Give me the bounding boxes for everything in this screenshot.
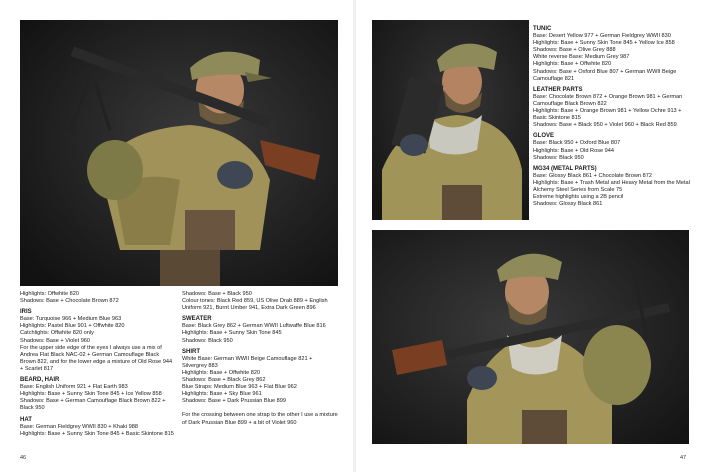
paint-recipe-line: Highlights: Base + Offwhite 820 [533, 61, 612, 68]
paint-recipe-line: Shadows: Base + Oxford Blue 807 + German WWII Beige Camouflage 821 [533, 68, 677, 82]
figure-photo-side [372, 20, 529, 220]
paint-recipe-line: Shadows: Glossy Black 861 [533, 201, 603, 208]
paint-recipe-line: Highlights: Base + Sunny Skin Tone 845 + Basic Skintone 815 [20, 430, 174, 437]
section-heading: MG34 (METAL PARTS) [533, 165, 597, 172]
paint-recipe-line: Shadows: Base + German Camouflage Black Brown 822 + Black 950 [20, 398, 166, 412]
section-heading: TUNIC [533, 26, 552, 32]
paint-recipe-line: Highlights: Base + Trash Metal and Heavy Metal from the Metal Alchemy Steel Series from Scale 75 [533, 179, 690, 193]
paint-recipe-line: White Base: German WWII Beige Camouflage 821 + Silvergrey 883 [182, 355, 313, 369]
figure-photo-front [372, 230, 689, 444]
paint-recipe-line: Shadows: Base + Chocolate Brown 872 [20, 298, 119, 305]
figure-photo-main [20, 20, 338, 286]
text-column-right [533, 26, 691, 208]
section-heading: LEATHER PARTS [533, 86, 583, 93]
paint-recipe-line: Shadows: Base + Violet 960 [20, 337, 91, 344]
paint-recipe-line: Highlights: Base + Offwhite 820 [182, 369, 261, 376]
paint-recipe-line: Highlights: Base + Sky Blue 961 [182, 391, 262, 398]
paint-recipe-line: Base: Turquoise 966 + Medium Blue 963 [20, 316, 122, 323]
paint-recipe-line: Shadows: Base + Black 950 [182, 291, 252, 297]
section-heading: IRIS [20, 309, 32, 316]
paint-recipe-line: Highlights: Offwhite 820 [20, 291, 79, 297]
paint-recipe-line: Base: English Uniform 921 + Flat Earth 983 [20, 384, 128, 391]
paint-recipe-line: Base: Glossy Black 861 + Chocolate Brown 872 [533, 172, 652, 179]
paint-recipe-line: Shadows: Black 950 [533, 154, 584, 161]
paint-recipe-line: Shadows: Black 950 [182, 337, 233, 344]
page-gutter [353, 0, 356, 472]
paint-recipe-line: Highlights: Base + Sunny Skin Tone 845 + Yellow Ice 858 [533, 40, 675, 47]
paint-recipe-line: Highlights: Base + Orange Brown 981 + Yellow Ochre 913 + Basic Skintone 815 [533, 108, 682, 122]
paint-recipe-line: For the upper side edge of the eyes I always use a mix of Andrea Flat Black NAC-02 + German Camouflage Black Brown 822, and for the lower edge a mixture of Old Rose 944 + Scarlet 817 [20, 344, 173, 372]
section-heading: SWEATER [182, 316, 212, 323]
paint-recipe-line: Base: Desert Yellow 977 + German Fieldgrey WWII 830 [533, 33, 671, 40]
text-column-left-2 [182, 291, 338, 427]
paint-recipe-line: Base: Chocolate Brown 872 + Orange Brown 981 + German Camouflage Black Brown 822 [533, 93, 683, 107]
paint-recipe-line: Base: Black 950 + Oxford Blue 807 [533, 140, 621, 147]
paint-recipe-line: Highlights: Base + Sunny Skin Tone 845 + Ice Yellow 858 [20, 391, 162, 398]
paint-recipe-line: White reverse Base: Medium Grey 987 [533, 54, 630, 61]
paint-recipe-line: Highlights: Pastel Blue 901 + Offwhite 820 [20, 323, 125, 330]
paint-recipe-line: Base: Black Grey 862 + German WWII Luftwaffe Blue 816 [182, 323, 326, 330]
page-number-right: 47 [680, 455, 687, 461]
section-heading: HAT [20, 416, 32, 423]
spacer [182, 405, 338, 412]
section-heading: BEARD, HAIR [20, 377, 60, 384]
paint-recipe-line: Shadows: Base + Olive Grey 888 [533, 47, 616, 54]
paint-recipe-line: Shadows: Base + Dark Prussian Blue 899 [182, 398, 287, 405]
section-heading: GLOVE [533, 133, 555, 140]
paint-recipe-line: Highlights: Base + Sunny Skin Tone 845 [182, 330, 282, 337]
page-number-left: 46 [20, 455, 27, 461]
text-column-left-1 [20, 291, 176, 438]
paint-recipe-line: Extreme highlights using a 2B pencil [533, 194, 624, 201]
paint-recipe-line: Shadows: Base + Black 950 + Violet 960 + Black Red 859 [533, 122, 677, 129]
paint-recipe-line: Shadows: Base + Black Grey 862 [182, 377, 266, 384]
paint-recipe-line: Blue Straps: Medium Blue 963 + Flat Blue 962 [182, 384, 297, 391]
paint-recipe-line: Highlights: Base + Old Rose 944 [533, 147, 615, 154]
paint-recipe-line: Colour tones: Black Red 859, US Olive Drab 889 + English Uniform 921, Burnt Umber 941, Extra Dark Green 896 [182, 298, 328, 312]
section-heading: SHIRT [182, 348, 200, 355]
paint-recipe-line: Base: German Fieldgrey WWII 830 + Khaki 988 [20, 423, 138, 430]
paint-recipe-line: For the crossing between one strap to the other I use a mixture of Dark Prussian Blue 899 + a bit of Violet 960 [182, 412, 338, 426]
paint-recipe-line: Catchlights: Offwhite 820 only [20, 330, 94, 337]
